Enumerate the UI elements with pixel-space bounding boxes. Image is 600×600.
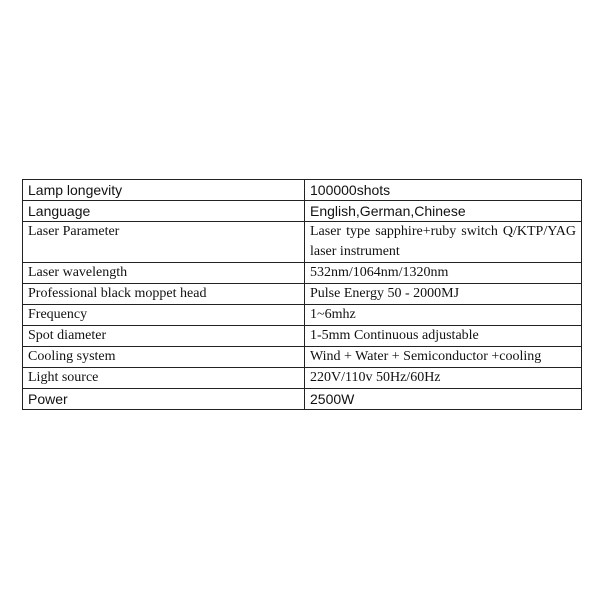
row-label: Laser wavelength bbox=[23, 263, 305, 284]
row-value: 1~6mhz bbox=[305, 305, 582, 326]
row-label: Light source bbox=[23, 368, 305, 389]
table-row bbox=[23, 368, 582, 389]
table-row bbox=[23, 389, 582, 410]
row-value: 220V/110v 50Hz/60Hz bbox=[305, 368, 582, 389]
table-row bbox=[23, 347, 582, 368]
row-value: English,German,Chinese bbox=[305, 201, 582, 222]
table-row bbox=[23, 284, 582, 305]
row-label: Spot diameter bbox=[23, 326, 305, 347]
row-label: Power bbox=[23, 389, 305, 410]
row-label: Lamp longevity bbox=[23, 180, 305, 201]
table-row bbox=[23, 201, 582, 222]
row-value: Wind + Water + Semiconductor +cooling bbox=[305, 347, 582, 368]
row-label: Laser Parameter bbox=[23, 222, 305, 263]
table-row bbox=[23, 222, 582, 263]
row-value: Laser type sapphire+ruby switch Q/KTP/YAG laser instrument bbox=[305, 222, 582, 263]
row-label: Professional black moppet head bbox=[23, 284, 305, 305]
table-row bbox=[23, 263, 582, 284]
row-value: 1-5mm Continuous adjustable bbox=[305, 326, 582, 347]
row-label: Language bbox=[23, 201, 305, 222]
row-value: Pulse Energy 50 - 2000MJ bbox=[305, 284, 582, 305]
table-row bbox=[23, 326, 582, 347]
table-row bbox=[23, 305, 582, 326]
row-label: Cooling system bbox=[23, 347, 305, 368]
table-row bbox=[23, 180, 582, 201]
row-value: 100000shots bbox=[305, 180, 582, 201]
row-value: 2500W bbox=[305, 389, 582, 410]
row-label: Frequency bbox=[23, 305, 305, 326]
row-value: 532nm/1064nm/1320nm bbox=[305, 263, 582, 284]
spec-table bbox=[22, 179, 582, 410]
